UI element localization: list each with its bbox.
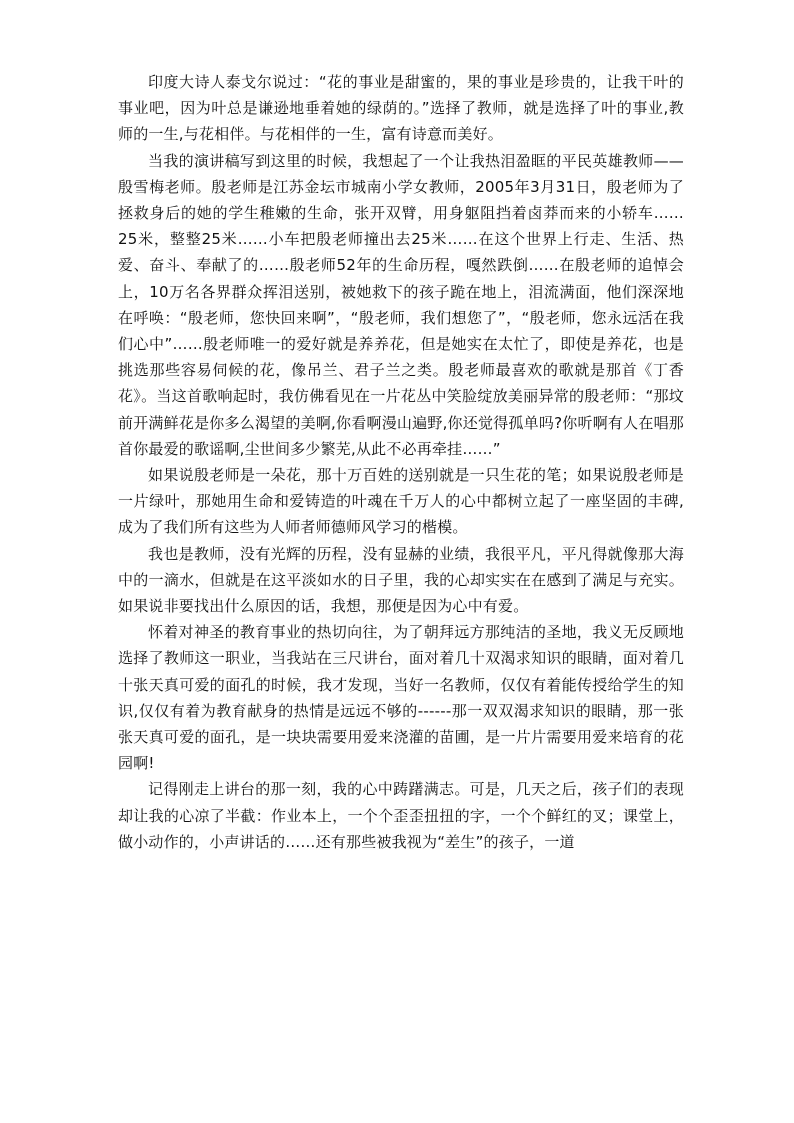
paragraph-tagore-quote: 印度大诗人泰戈尔说过：“花的事业是甜蜜的，果的事业是珍贵的，让我干叶的事业吧，因为叶总是谦逊地垂着她的绿荫的。”选择了教师，就是选择了叶的事业,教师的一生,与花相伴。与花相伴的一生，富有诗意而美好。 bbox=[118, 73, 684, 144]
document-body bbox=[118, 69, 684, 855]
paragraph-choosing-teaching: 怀着对神圣的教育事业的热切向往，为了朝拜远方那纯洁的圣地，我义无反顾地选择了教师这一职业，当我站在三尺讲台，面对着几十双渴求知识的眼睛，面对着几十张天真可爱的面孔的时候，我才发现，当好一名教师，仅仅有着能传授给学生的知识,仅仅有着为教育献身的热情是远远不够的------那一双双渴求知识的眼睛，那一张张天真可爱的面孔，是一块块需要用爱来浇灌的苗圃，是一片片需要用爱来培育的花园啊! bbox=[118, 623, 684, 773]
paragraph-ordinary-teacher: 我也是教师，没有光辉的历程，没有显赫的业绩，我很平凡，平凡得就像那大海中的一滴水，但就是在这平淡如水的日子里，我的心却实实在在感到了满足与充实。如果说非要找出什么原因的话，我想，那便是因为心中有爱。 bbox=[118, 544, 684, 616]
paragraph-first-days: 记得刚走上讲台的那一刻，我的心中踌躇满志。可是，几天之后，孩子们的表现却让我的心凉了半截：作业本上，一个个歪歪扭扭的字，一个个鲜红的叉；课堂上，做小动作的，小声讲话的……还有那些被我视为“差生”的孩子，一道 bbox=[118, 780, 684, 851]
paragraph-flower-and-leaf: 如果说殷老师是一朵花，那十万百姓的送别就是一只生花的笔；如果说殷老师是一片绿叶，那她用生命和爱铸造的叶魂在千万人的心中都树立起了一座坚固的丰碑,成为了我们所有这些为人师者师德师风学习的楷模。 bbox=[118, 466, 684, 537]
paragraph-yin-xuemei-story: 当我的演讲稿写到这里的时候，我想起了一个让我热泪盈眶的平民英雄教师——殷雪梅老师。殷老师是江苏金坛市城南小学女教师，2005年3月31日，殷老师为了拯救身后的她的学生稚嫩的生命，张开双臂，用身躯阻挡着卤莽而来的小轿车……25米，整整25米……小车把殷老师撞出去25米……在这个世界上行走、生活、热爱、奋斗、奉献了的……殷老师52年的生命历程，嘎然跌倒……在殷老师的追悼会上，10万名各界群众挥泪送别，被她救下的孩子跪在地上，泪流满面，他们深深地在呼唤：“殷老师，您快回来啊”，“殷老师，我们想您了”，“殷老师，您永远活在我们心中”……殷老师唯一的爱好就是养养花，但是她实在太忙了，即使是养花，也是挑选那些容易伺候的花，像吊兰、君子兰之类。殷老师最喜欢的歌就是那首《丁香花》。当这首歌响起时，我仿佛看见在一片花丛中笑脸绽放美丽异常的殷老师：“那坟前开满鲜花是你多么渴望的美啊,你看啊漫山遍野,你还觉得孤单吗?你听啊有人在唱那首你最爱的歌谣啊,尘世间多少繁芜,从此不必再牵挂……” bbox=[118, 151, 684, 458]
